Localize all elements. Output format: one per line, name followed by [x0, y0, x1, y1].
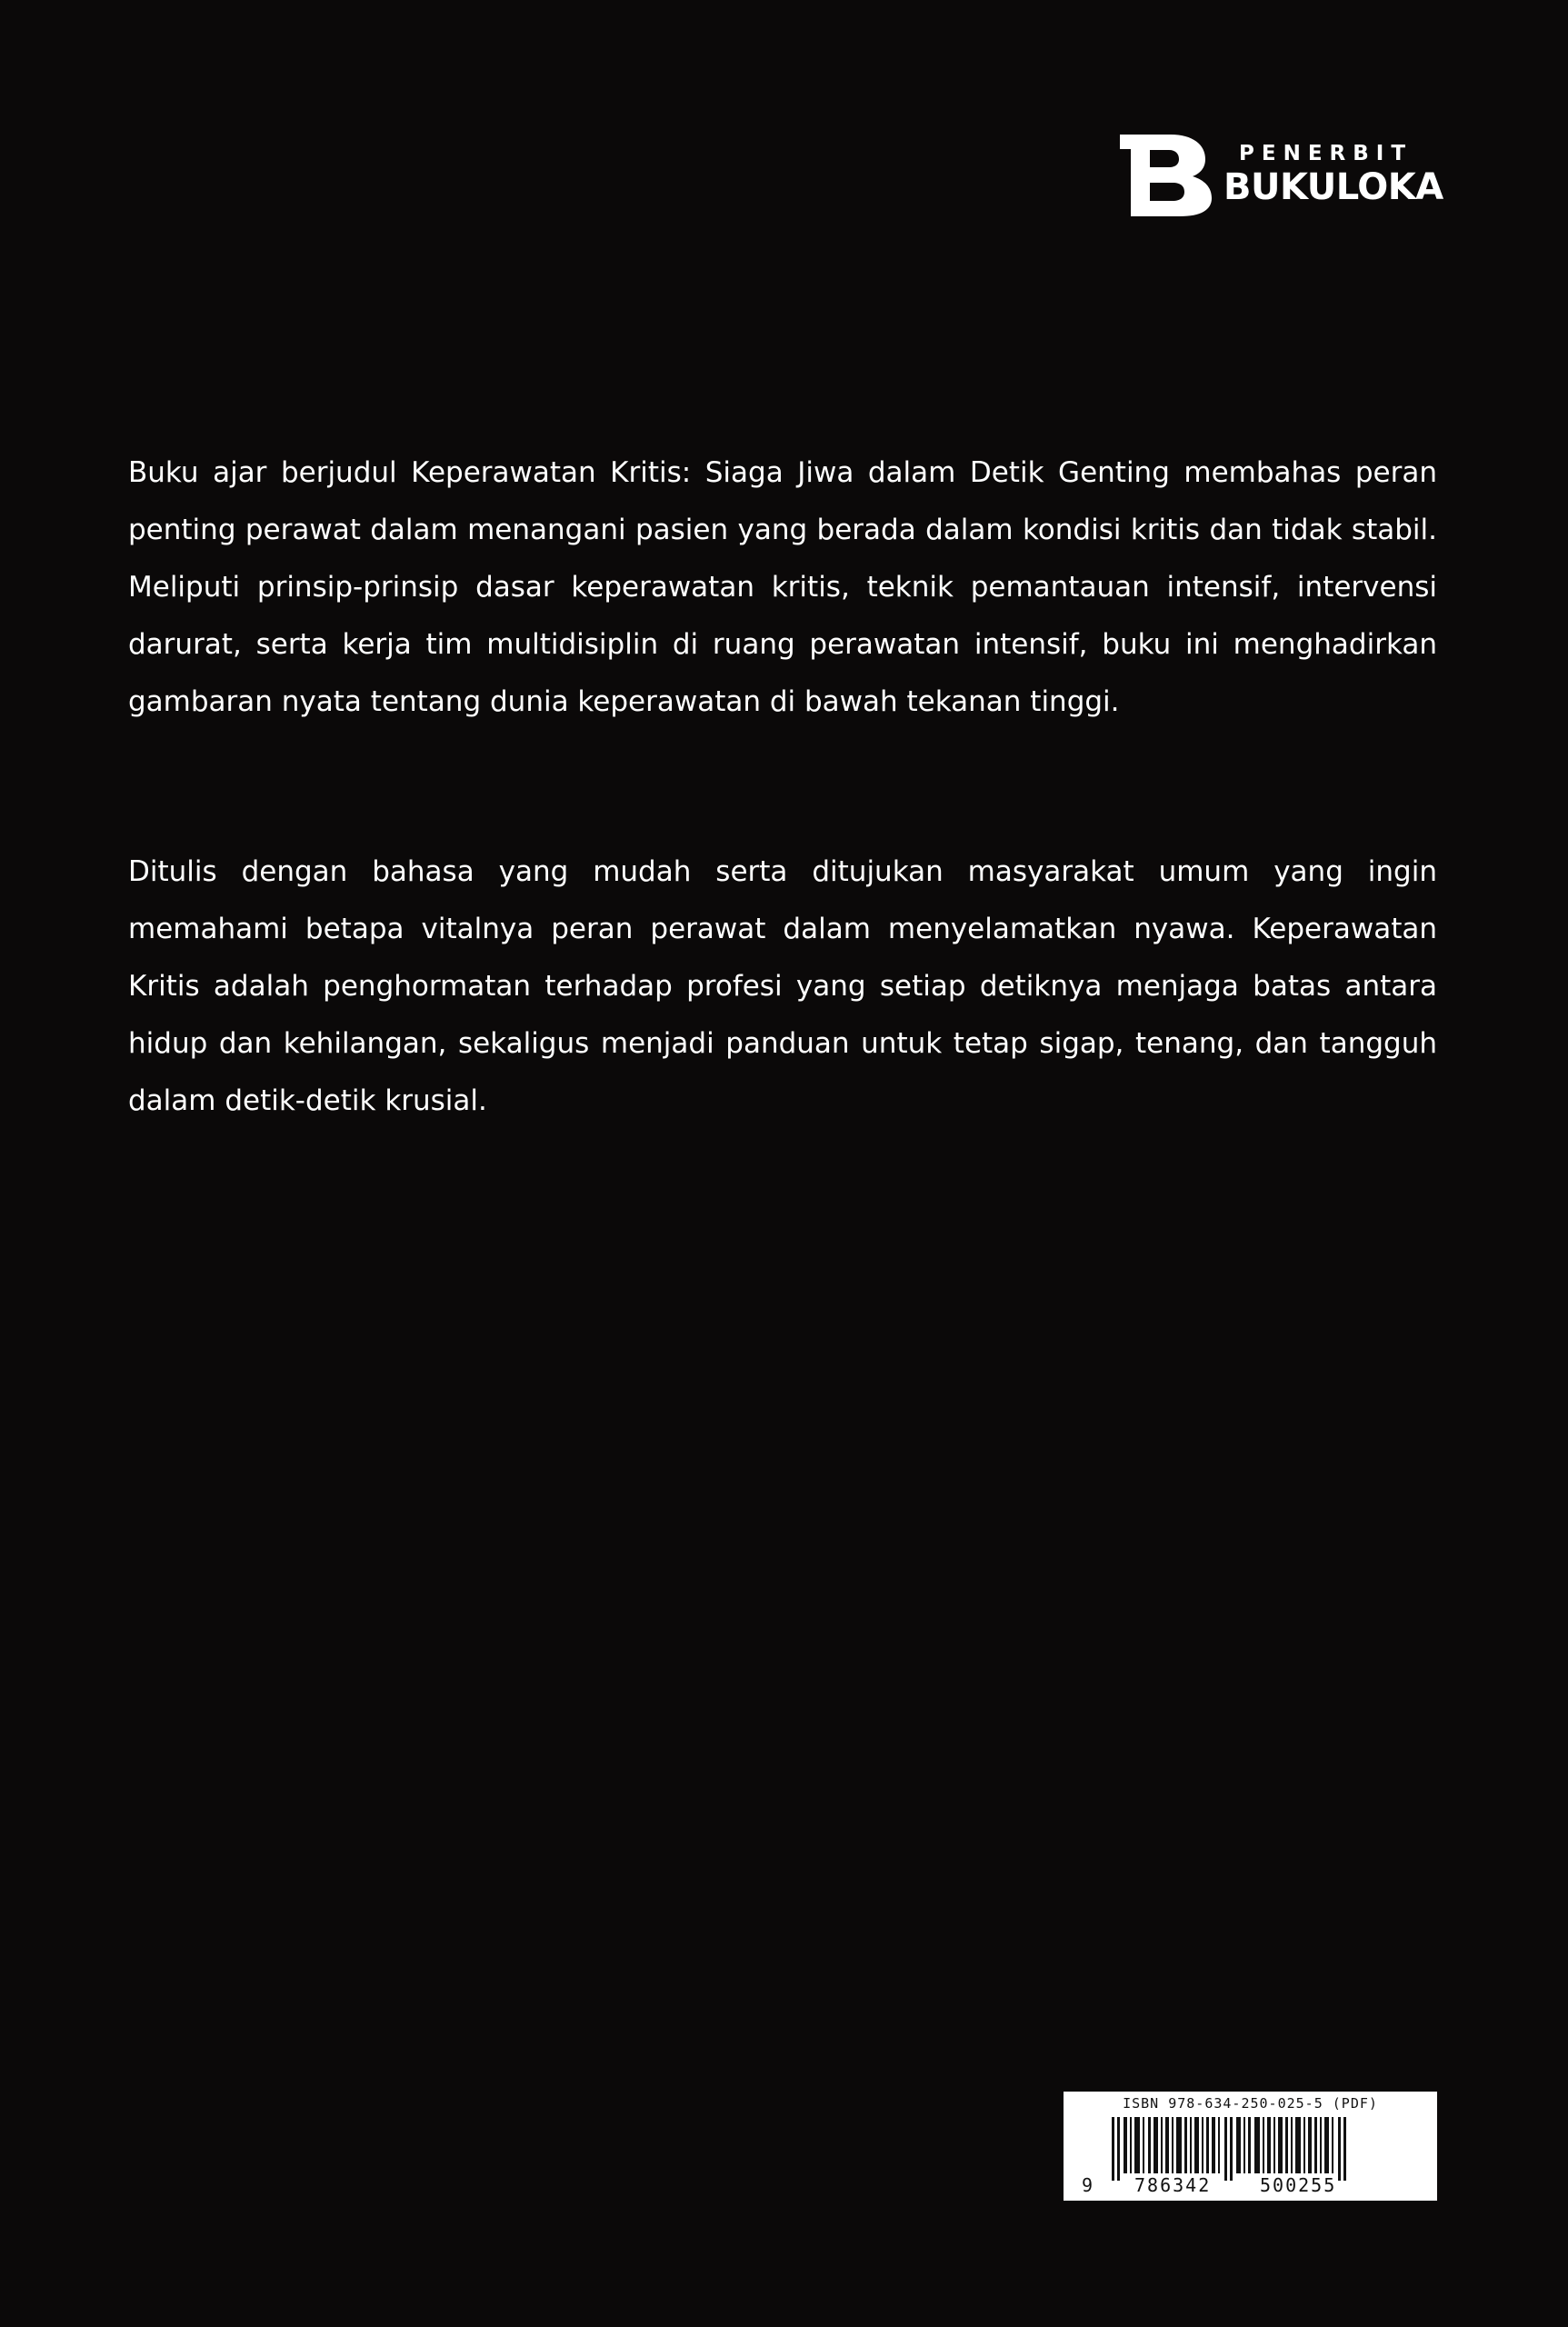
blurb-paragraph-2: Ditulis dengan bahasa yang mudah serta ditujukan masyarakat umum yang ingin memahami betapa vitalnya peran perawat dalam menyelamatkan nyawa. Keperawatan Kritis adalah penghormatan terhadap profesi yang setiap detiknya menjaga batas antara hidup dan kehilangan, sekaligus menjadi panduan untuk tetap sigap, tenang, dan tangguh dalam detik-detik krusial. [128, 855, 1437, 1117]
publisher-label: PENERBIT [1239, 142, 1413, 165]
barcode-digits-left: 786342 [1134, 2174, 1212, 2196]
b-letter-logo-icon [1120, 135, 1213, 216]
publisher-logo [1120, 135, 1443, 216]
barcode-digit-lead: 9 [1082, 2174, 1095, 2196]
barcode-digits-right: 500255 [1260, 2174, 1337, 2196]
blurb-paragraph-1: Buku ajar berjudul Keperawatan Kritis: Siaga Jiwa dalam Detik Genting membahas peran penting perawat dalam menangani pasien yang berada dalam kondisi kritis dan tidak stabil. Meliputi prinsip-prinsip dasar keperawatan kritis, teknik pemantauan intensif, intervensi darurat, serta kerja tim multidisiplin di ruang perawatan intensif, buku ini menghadirkan gambaran nyata tentang dunia keperawatan di bawah tekanan tinggi. [128, 456, 1437, 718]
isbn-label: ISBN 978-634-250-025-5 (PDF) [1123, 2095, 1378, 2112]
barcode-icon [1112, 2117, 1346, 2181]
publisher-name: BUKULOKA [1223, 166, 1443, 208]
isbn-barcode-block [1064, 2092, 1437, 2201]
